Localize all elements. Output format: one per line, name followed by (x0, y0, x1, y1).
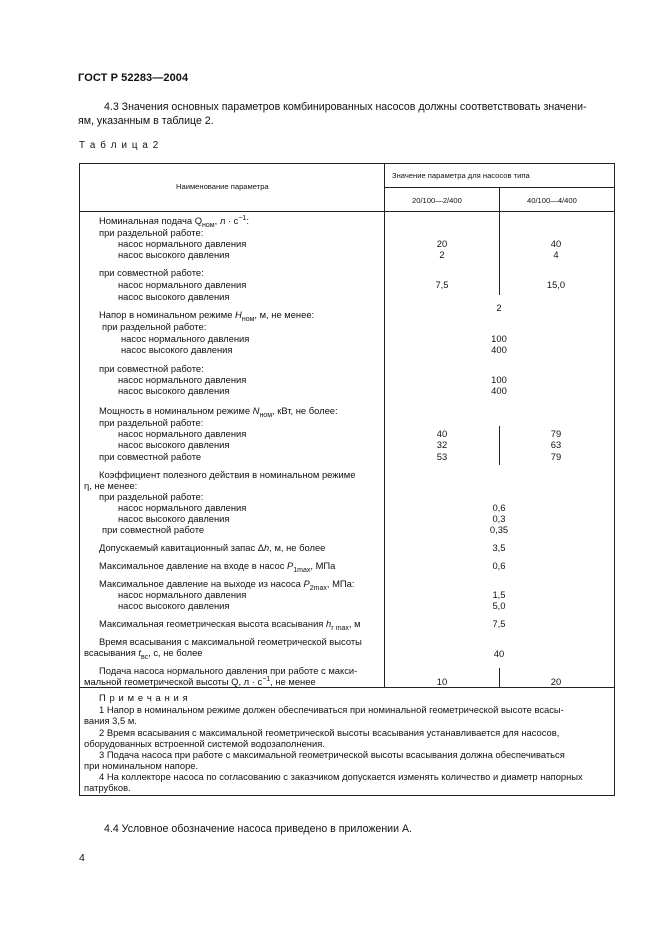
col-divider-main (384, 163, 385, 687)
power-separate-normal-b: 79 (550, 428, 562, 439)
head-joint-high-label: насос высокого давления (118, 385, 230, 396)
param-supply-line2: мальной геометрической высоты Q, $л \cdot с^{-1}$, не менее (84, 675, 316, 687)
head-separate-normal-label: насос нормального давления (121, 333, 250, 344)
notes-title: П р и м е ч а н и я (99, 692, 189, 703)
flow-separate-normal-label: насос нормального давления (118, 238, 247, 249)
subheader-col-divider (499, 187, 500, 211)
column-header-parameter: Наименование параметра (176, 182, 269, 191)
note-1-line1: 1 Напор в номинальном режиме должен обеспечиваться при номинальной геометрической высоте всасы- (99, 704, 564, 715)
note-2-line2: оборудованных встроенной системой водозаполнения. (84, 738, 325, 749)
efficiency-separate-normal-value: 0,6 (492, 502, 506, 513)
efficiency-separate-high-label: насос высокого давления (118, 513, 230, 524)
paragraph-4-3-line1: 4.3 Значения основных параметров комбинированных насосов должны соответствовать значени- (104, 101, 587, 113)
page-number: 4 (79, 852, 85, 864)
param-suction-time-line2: всасывания $t_{вс}$, с, не более (84, 647, 203, 661)
power-separate-high-b: 63 (550, 439, 562, 450)
values-col-divider-top (499, 211, 500, 295)
param-outlet-pressure-label: Максимальное давление на выходе из насоса $P_{2max}$, МПа: (99, 578, 355, 592)
efficiency-separate-normal-label: насос нормального давления (118, 502, 247, 513)
param-efficiency-title-1: Коэффициент полезного действия в номинальном режиме (99, 469, 356, 480)
power-separate-normal-label: насос нормального давления (118, 428, 247, 439)
flow-separate-normal-b: 40 (550, 238, 562, 249)
power-separate-mode-label: при раздельной работе: (99, 417, 204, 428)
geometric-height-value: 7,5 (492, 618, 506, 629)
flow-separate-normal-a: 20 (436, 238, 448, 249)
flow-joint-normal-label: насос нормального давления (118, 279, 247, 290)
note-4-line2: патрубков. (84, 782, 131, 793)
param-cavitation-label: Допускаемый кавитационный запас Δh, м, не более (99, 542, 326, 553)
table-caption: Т а б л и ц а 2 (79, 140, 160, 151)
head-joint-mode-label: при совместной работе: (99, 363, 204, 374)
suction-time-value: 40 (493, 648, 505, 659)
note-3-line2: при номинальном напоре. (84, 760, 199, 771)
efficiency-joint-label: при совместной работе (102, 524, 205, 535)
head-joint-normal-label: насос нормального давления (118, 374, 247, 385)
head-joint-normal-value: 100 (491, 374, 507, 385)
values-col-divider-bottom (499, 668, 500, 687)
param-supply-line1: Подача насоса нормального давления при работе с макси- (99, 665, 358, 676)
values-col-divider-mid (499, 426, 500, 465)
head-separate-high-value: 400 (491, 344, 507, 355)
column-header-type-b: 40/100—4/400 (527, 196, 577, 205)
param-flow-title: Номинальная подача $Q_{ном}$, $л \cdot с^{-1}$: (99, 214, 249, 229)
head-separate-high-label: насос высокого давления (121, 344, 233, 355)
param-geometric-height-label: Максимальная геометрическая высота всасывания $h_{г max}$, м (99, 618, 361, 632)
power-separate-high-a: 32 (436, 439, 448, 450)
note-3-line1: 3 Подача насоса при работе с максимальной геометрической высоты всасывания должна обеспечиваться (99, 749, 565, 760)
param-inlet-pressure-label: Максимальное давление на входе в насос $P_{1max}$, МПа (99, 560, 336, 574)
flow-separate-high-label: насос высокого давления (118, 249, 230, 260)
note-4-line1: 4 На коллекторе насоса по согласованию с заказчиком допускается изменять количество и диаметр напорных (99, 771, 583, 782)
outlet-pressure-normal-label: насос нормального давления (118, 589, 247, 600)
power-separate-high-label: насос высокого давления (118, 439, 230, 450)
note-1-line2: вания 3,5 м. (84, 715, 137, 726)
supply-value-a: 10 (436, 676, 448, 687)
document-header: ГОСТ Р 52283—2004 (78, 72, 189, 84)
param-suction-time-line1: Время всасывания с максимальной геометрической высоты (99, 636, 362, 647)
power-joint-label: при совместной работе (99, 451, 202, 462)
flow-joint-normal-a: 7,5 (435, 279, 449, 290)
header-bottom-line (79, 211, 615, 212)
cavitation-value: 3,5 (492, 542, 506, 553)
efficiency-separate-high-value: 0,3 (492, 513, 506, 524)
head-separate-normal-value: 100 (491, 333, 507, 344)
flow-separate-high-a: 2 (439, 249, 445, 260)
notes-separator-line (79, 687, 615, 688)
flow-separate-mode-label: при раздельной работе: (99, 227, 204, 238)
power-joint-b: 79 (550, 451, 562, 462)
outlet-pressure-high-label: насос высокого давления (118, 600, 230, 611)
paragraph-4-4: 4.4 Условное обозначение насоса приведено в приложении А. (104, 823, 412, 835)
outlet-pressure-high-value: 5,0 (492, 600, 506, 611)
head-joint-high-value: 400 (491, 385, 507, 396)
power-joint-a: 53 (436, 451, 448, 462)
flow-joint-mode-label: при совместной работе: (99, 267, 204, 278)
head-separate-mode-label: при раздельной работе: (102, 321, 207, 332)
column-header-group: Значение параметра для насосов типа (392, 171, 530, 180)
note-2-line1: 2 Время всасывания с максимальной геометрической высоты всасывания устанавливается для насосов, (99, 727, 560, 738)
flow-joint-high-label: насос высокого давления (118, 291, 230, 302)
power-separate-normal-a: 40 (436, 428, 448, 439)
efficiency-separate-mode-label: при раздельной работе: (99, 491, 204, 502)
supply-value-b: 20 (550, 676, 562, 687)
paragraph-4-3-line2: ям, указанным в таблице 2. (78, 115, 214, 127)
param-power-title: Мощность в номинальном режиме $N_{ном}$, кВт, не более: (99, 405, 338, 419)
param-head-title: Напор в номинальном режиме $H_{ном}$, м, не менее: (99, 309, 315, 323)
param-efficiency-title-2: η, не менее: (84, 480, 138, 491)
flow-joint-high-value: 2 (496, 302, 502, 313)
flow-separate-high-b: 4 (553, 249, 559, 260)
outlet-pressure-normal-value: 1,5 (492, 589, 506, 600)
flow-joint-normal-b: 15,0 (546, 279, 566, 290)
column-header-type-a: 20/100—2/400 (412, 196, 462, 205)
inlet-pressure-value: 0,6 (492, 560, 506, 571)
efficiency-joint-value: 0,35 (489, 524, 509, 535)
